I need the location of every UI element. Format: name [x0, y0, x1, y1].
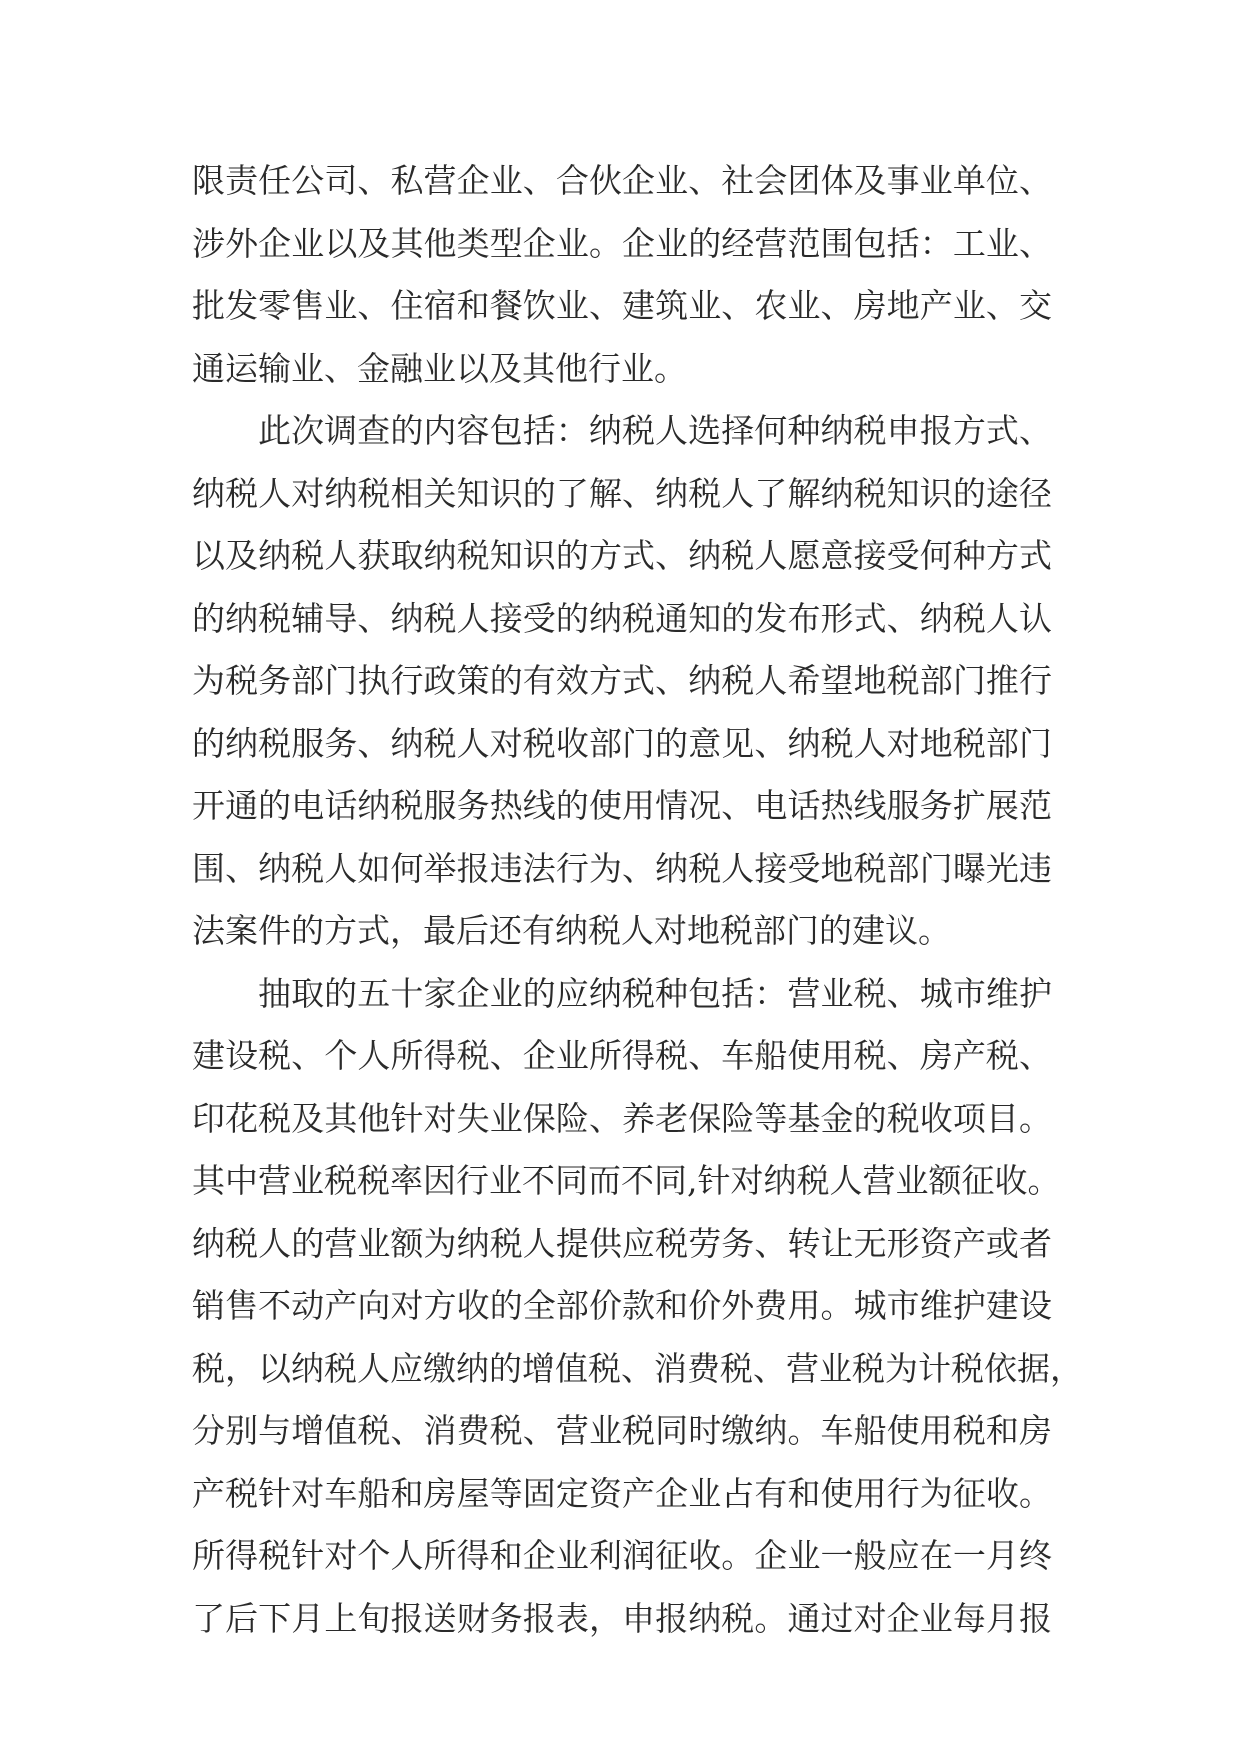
text-line: 了后下月上旬报送财务报表，申报纳税。通过对企业每月报	[192, 1598, 1052, 1638]
text-line: 产税针对车船和房屋等固定资产企业占有和使用行为征收。	[192, 1473, 1052, 1513]
text-line: 批发零售业、住宿和餐饮业、建筑业、农业、房地产业、交	[192, 286, 1052, 325]
text-line: 销售不动产向对方收的全部价款和价外费用。城市维护建设	[192, 1286, 1052, 1325]
text-line: 为税务部门执行政策的有效方式、纳税人希望地税部门推行	[192, 661, 1052, 700]
text-line: 分别与增值税、消费税、营业税同时缴纳。车船使用税和房	[192, 1411, 1052, 1450]
text-line: 法案件的方式，最后还有纳税人对地税部门的建议。	[192, 911, 951, 950]
text-line: 纳税人的营业额为纳税人提供应税劳务、转让无形资产或者	[192, 1223, 1052, 1263]
text-line: 纳税人对纳税相关知识的了解、纳税人了解纳税知识的途径	[192, 473, 1052, 513]
text-line: 以及纳税人获取纳税知识的方式、纳税人愿意接受何种方式	[192, 536, 1052, 575]
text-line: 税，以纳税人应缴纳的增值税、消费税、营业税为计税依据，	[192, 1348, 1083, 1388]
text-line: 通运输业、金融业以及其他行业。	[192, 348, 687, 388]
paragraph-first-line: 此次调查的内容包括：纳税人选择何种纳税申报方式、	[258, 411, 1052, 450]
text-line: 围、纳税人如何举报违法行为、纳税人接受地税部门曝光违	[192, 848, 1052, 888]
text-line: 涉外企业以及其他类型企业。企业的经营范围包括：工业、	[192, 223, 1052, 263]
text-line: 印花税及其他针对失业保险、养老保险等基金的税收项目。	[192, 1098, 1052, 1138]
text-line: 其中营业税税率因行业不同而不同,针对纳税人营业额征收。	[192, 1161, 1061, 1200]
text-line: 的纳税辅导、纳税人接受的纳税通知的发布形式、纳税人认	[192, 598, 1052, 638]
text-line: 所得税针对个人所得和企业利润征收。企业一般应在一月终	[192, 1536, 1052, 1575]
document-page	[192, 150, 1083, 1650]
text-line: 限责任公司、私营企业、合伙企业、社会团体及事业单位、	[192, 161, 1052, 200]
paragraph-first-line: 抽取的五十家企业的应纳税种包括：营业税、城市维护	[258, 973, 1052, 1013]
text-line: 开通的电话纳税服务热线的使用情况、电话热线服务扩展范	[192, 786, 1052, 825]
text-line: 建设税、个人所得税、企业所得税、车船使用税、房产税、	[192, 1036, 1052, 1075]
text-line: 的纳税服务、纳税人对税收部门的意见、纳税人对地税部门	[192, 723, 1052, 763]
